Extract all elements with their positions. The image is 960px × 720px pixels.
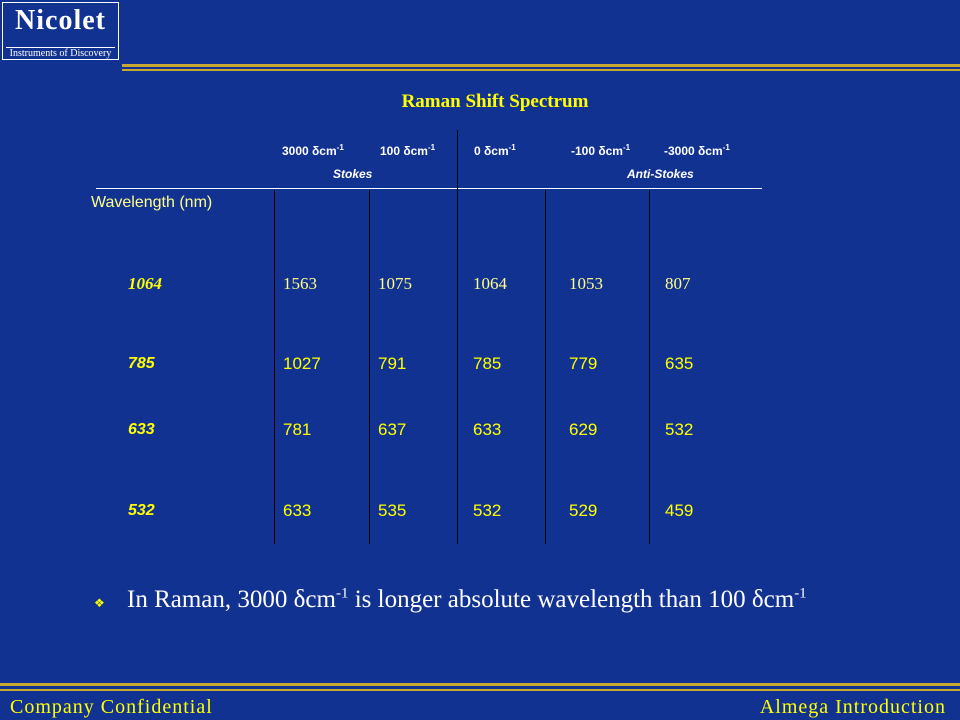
table-cell: 1064: [473, 274, 507, 293]
table-cell: 629: [569, 420, 598, 439]
table-cell: 529: [569, 501, 598, 520]
slide-title: Raman Shift Spectrum: [401, 91, 589, 112]
column-divider-1: [274, 190, 275, 544]
row-label-785: 785: [128, 355, 155, 372]
anti-stokes-label: Anti-Stokes: [627, 167, 694, 181]
table-cell: 1053: [569, 274, 603, 293]
note-text: In Raman, 3000 δcm$^{-1}$ is longer absolute wavelength than 100 δcm$^{-1}$: [127, 585, 807, 613]
table-cell: 633: [473, 420, 502, 439]
company-logo: [2, 2, 119, 60]
column-header-0: 0 δcm$^{-1}$: [474, 143, 516, 158]
column-header-minus-3000: -3000 δcm$^{-1}$: [664, 143, 730, 158]
header-rule-thin: [122, 69, 960, 71]
column-divider-4: [649, 190, 650, 544]
footer-rule-thin: [0, 689, 960, 691]
column-header-100: 100 δcm$^{-1}$: [380, 143, 436, 158]
table-cell: 785: [473, 354, 502, 373]
table-cell: 532: [665, 420, 694, 439]
table-cell: 807: [665, 274, 691, 293]
logo-tagline: Instruments of Discovery: [6, 47, 115, 59]
table-cell: 459: [665, 501, 694, 520]
table-cell: 635: [665, 354, 694, 373]
stokes-label: Stokes: [333, 167, 373, 181]
row-header: Wavelength (nm): [91, 194, 213, 211]
diamond-bullet-icon: ❖: [94, 596, 105, 610]
header-divider: [96, 188, 762, 189]
row-label-633: 633: [128, 421, 155, 438]
row-label-1064: 1064: [128, 274, 162, 293]
logo-name: Nicolet: [15, 5, 106, 36]
table-cell: 1563: [283, 274, 317, 293]
table-cell: 781: [283, 420, 312, 439]
column-divider-3: [545, 190, 546, 544]
column-header-3000: 3000 δcm$^{-1}$: [282, 143, 344, 158]
footer-right: Almega Introduction: [759, 696, 946, 718]
table-cell: 1027: [283, 354, 321, 373]
column-header-minus-100: -100 δcm$^{-1}$: [571, 143, 631, 158]
header-rule: [122, 64, 960, 67]
table-cell: 535: [378, 501, 407, 520]
row-label-532: 532: [128, 502, 155, 519]
table-cell: 633: [283, 501, 312, 520]
table-cell: 1075: [378, 274, 412, 293]
footer-rule: [0, 683, 960, 686]
table-cell: 532: [473, 501, 502, 520]
table-cell: 791: [378, 354, 407, 373]
table-cell: 637: [378, 420, 407, 439]
table-cell: 779: [569, 354, 598, 373]
column-divider-2: [369, 190, 370, 544]
footer-left: Company Confidential: [10, 696, 213, 718]
center-divider: [457, 130, 458, 544]
